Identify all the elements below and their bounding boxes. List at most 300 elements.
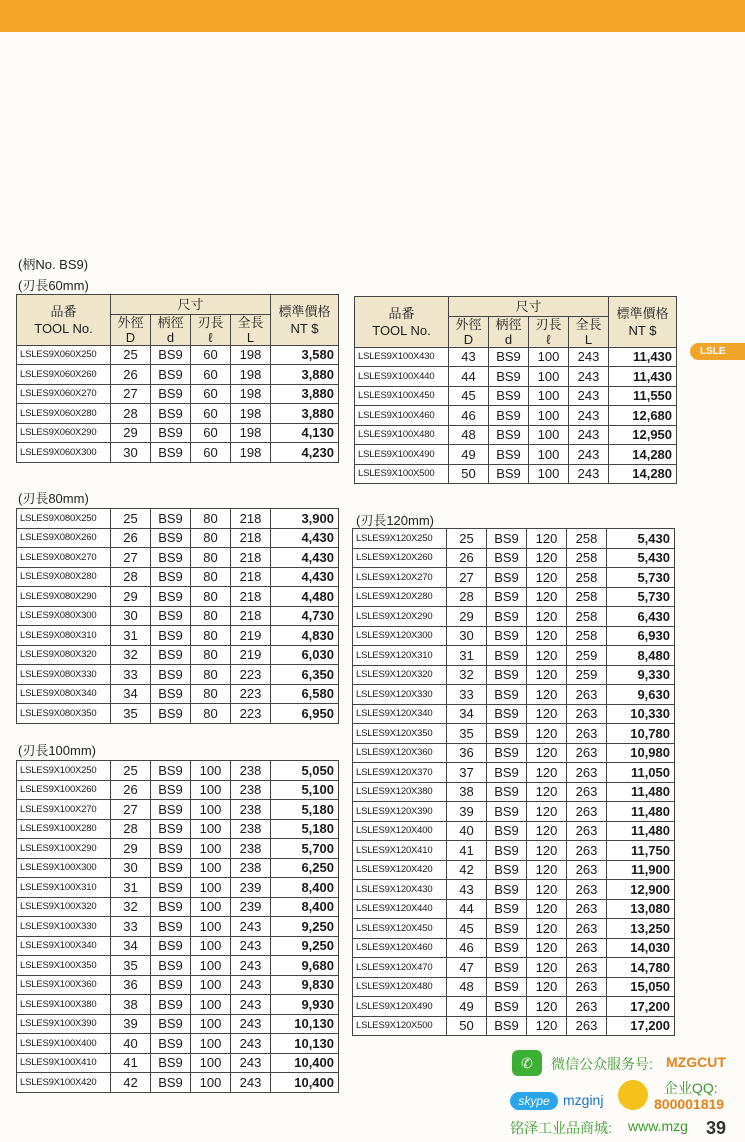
total-length-cell: 223	[231, 704, 271, 724]
flute-length-cell: 120	[527, 685, 567, 705]
tool-no-cell: LSLES9X100X250	[17, 761, 111, 781]
total-length-cell: 243	[231, 975, 271, 995]
tool-no-cell: LSLES9X120X270	[353, 568, 447, 588]
flute-length-cell: 80	[191, 567, 231, 587]
tool-no-cell: LSLES9X120X420	[353, 860, 447, 880]
table-header	[17, 295, 339, 346]
diameter-cell: 29	[111, 423, 151, 443]
flute-length-cell: 120	[527, 782, 567, 802]
diameter-cell: 30	[447, 626, 487, 646]
shank-cell: BS9	[487, 958, 527, 978]
shank-cell: BS9	[487, 841, 527, 861]
diameter-cell: 34	[111, 936, 151, 956]
total-length-cell: 243	[231, 995, 271, 1015]
header-flute-cell: 刃長 ℓ	[529, 316, 569, 347]
flute-length-cell: 120	[527, 568, 567, 588]
table-rows	[17, 509, 339, 724]
price-cell: 3,880	[271, 384, 339, 404]
total-length-cell: 243	[569, 406, 609, 426]
total-length-cell: 238	[231, 819, 271, 839]
tool-no-cell: LSLES9X120X310	[353, 646, 447, 666]
total-length-cell: 238	[231, 800, 271, 820]
tool-no-cell: LSLES9X100X390	[17, 1014, 111, 1034]
tool-no-cell: LSLES9X080X290	[17, 587, 111, 607]
total-length-cell: 218	[231, 567, 271, 587]
shank-cell: BS9	[487, 919, 527, 939]
shank-cell: BS9	[489, 347, 529, 367]
price-cell: 14,030	[607, 938, 675, 958]
diameter-cell: 41	[447, 841, 487, 861]
table-row	[353, 782, 675, 802]
flute-length-cell: 60	[191, 345, 231, 365]
price-cell: 5,180	[271, 800, 339, 820]
shank-cell: BS9	[487, 821, 527, 841]
shank-cell: BS9	[151, 995, 191, 1015]
table-row	[17, 665, 339, 685]
table-row	[17, 1014, 339, 1034]
table-row	[353, 587, 675, 607]
shank-cell: BS9	[151, 704, 191, 724]
shank-cell: BS9	[489, 367, 529, 387]
tool-no-cell: LSLES9X080X340	[17, 684, 111, 704]
total-length-cell: 258	[567, 529, 607, 549]
price-cell: 10,330	[607, 704, 675, 724]
price-cell: 8,480	[607, 646, 675, 666]
price-cell: 8,400	[271, 878, 339, 898]
table-row	[353, 977, 675, 997]
tool-no-cell: LSLES9X100X430	[355, 347, 449, 367]
flute-length-cell: 120	[527, 938, 567, 958]
total-length-cell: 263	[567, 782, 607, 802]
flute-length-cell: 120	[527, 958, 567, 978]
diameter-cell: 34	[111, 684, 151, 704]
diameter-cell: 29	[111, 587, 151, 607]
price-cell: 10,130	[271, 1014, 339, 1034]
table-row	[353, 568, 675, 588]
price-cell: 10,980	[607, 743, 675, 763]
price-cell: 9,930	[271, 995, 339, 1015]
price-cell: 5,100	[271, 780, 339, 800]
tool-no-cell: LSLES9X100X490	[355, 445, 449, 465]
total-length-cell: 258	[567, 626, 607, 646]
table-row	[17, 423, 339, 443]
table-row	[17, 858, 339, 878]
flute-length-cell: 120	[527, 763, 567, 783]
flute-length-cell: 100	[529, 406, 569, 426]
flute-length-cell: 60	[191, 404, 231, 424]
price-cell: 11,900	[607, 860, 675, 880]
flute-length-cell: 100	[191, 897, 231, 917]
header-dia-cell: 外徑 D	[111, 314, 151, 345]
tool-no-cell: LSLES9X100X270	[17, 800, 111, 820]
table-rows	[17, 345, 339, 462]
table-row	[17, 509, 339, 529]
header-total-cell: 全長 L	[569, 316, 609, 347]
shank-cell: BS9	[151, 606, 191, 626]
price-cell: 8,400	[271, 897, 339, 917]
wechat-icon: ✆	[512, 1050, 542, 1076]
shank-cell: BS9	[151, 761, 191, 781]
price-cell: 6,250	[271, 858, 339, 878]
table-row	[353, 841, 675, 861]
shank-cell: BS9	[487, 685, 527, 705]
shank-cell: BS9	[151, 528, 191, 548]
diameter-cell: 38	[447, 782, 487, 802]
tool-no-cell: LSLES9X120X500	[353, 1016, 447, 1036]
flute-length-cell: 100	[191, 917, 231, 937]
shank-cell: BS9	[151, 645, 191, 665]
table-row	[355, 386, 677, 406]
tool-no-cell: LSLES9X100X340	[17, 936, 111, 956]
tool-no-cell: LSLES9X120X370	[353, 763, 447, 783]
shank-cell: BS9	[151, 975, 191, 995]
diameter-cell: 30	[111, 443, 151, 463]
shank-cell: BS9	[151, 1014, 191, 1034]
tool-no-cell: LSLES9X100X410	[17, 1053, 111, 1073]
flute-length-cell: 100	[529, 425, 569, 445]
tool-no-cell: LSLES9X120X490	[353, 997, 447, 1017]
tool-no-cell: LSLES9X100X440	[355, 367, 449, 387]
price-cell: 5,180	[271, 819, 339, 839]
tool-no-cell: LSLES9X120X480	[353, 977, 447, 997]
flute-length-cell: 120	[527, 665, 567, 685]
price-cell: 12,900	[607, 880, 675, 900]
total-length-cell: 243	[231, 956, 271, 976]
shank-cell: BS9	[487, 626, 527, 646]
mall-label: 铭泽工业品商城:	[510, 1120, 612, 1136]
tool-no-cell: LSLES9X120X260	[353, 548, 447, 568]
diameter-cell: 26	[111, 528, 151, 548]
tool-no-cell: LSLES9X120X440	[353, 899, 447, 919]
diameter-cell: 33	[111, 665, 151, 685]
price-cell: 4,830	[271, 626, 339, 646]
flute-length-cell: 120	[527, 802, 567, 822]
diameter-cell: 31	[447, 646, 487, 666]
price-cell: 4,430	[271, 548, 339, 568]
table-row	[17, 936, 339, 956]
flute-length-cell: 100	[191, 761, 231, 781]
shank-cell: BS9	[487, 646, 527, 666]
diameter-cell: 32	[447, 665, 487, 685]
table-row	[355, 367, 677, 387]
shank-cell: BS9	[151, 1034, 191, 1054]
flute-length-cell: 100	[191, 819, 231, 839]
shank-cell: BS9	[151, 345, 191, 365]
total-length-cell: 198	[231, 443, 271, 463]
qq-label: 企业QQ:	[664, 1080, 718, 1096]
price-cell: 12,950	[609, 425, 677, 445]
total-length-cell: 259	[567, 646, 607, 666]
skype-icon: skype	[510, 1092, 558, 1110]
table-row	[17, 587, 339, 607]
diameter-cell: 36	[447, 743, 487, 763]
price-cell: 9,630	[607, 685, 675, 705]
flute-length-cell: 100	[191, 1014, 231, 1034]
flute-length-cell: 100	[191, 1073, 231, 1093]
tool-no-cell: LSLES9X060X250	[17, 345, 111, 365]
shank-cell: BS9	[151, 800, 191, 820]
total-length-cell: 239	[231, 878, 271, 898]
table-row	[17, 548, 339, 568]
tool-no-cell: LSLES9X100X290	[17, 839, 111, 859]
table-row	[353, 743, 675, 763]
diameter-cell: 29	[111, 839, 151, 859]
diameter-cell: 25	[111, 761, 151, 781]
flute-length-cell: 60	[191, 423, 231, 443]
header-name-cell: 品番 TOOL No.	[17, 295, 111, 346]
diameter-cell: 48	[447, 977, 487, 997]
total-length-cell: 198	[231, 345, 271, 365]
tool-no-cell: LSLES9X120X250	[353, 529, 447, 549]
table-row	[17, 645, 339, 665]
price-cell: 9,250	[271, 936, 339, 956]
table-flute-80	[16, 508, 339, 724]
flute-length-cell: 100	[191, 858, 231, 878]
price-cell: 6,030	[271, 645, 339, 665]
total-length-cell: 238	[231, 858, 271, 878]
table-row	[353, 646, 675, 666]
tool-no-cell: LSLES9X100X480	[355, 425, 449, 445]
table-row	[17, 626, 339, 646]
table-row	[17, 404, 339, 424]
diameter-cell: 27	[111, 800, 151, 820]
diameter-cell: 34	[447, 704, 487, 724]
flute-length-cell: 100	[191, 936, 231, 956]
total-length-cell: 243	[231, 1034, 271, 1054]
price-cell: 9,830	[271, 975, 339, 995]
table-row	[17, 345, 339, 365]
table-row	[353, 724, 675, 744]
diameter-cell: 26	[111, 365, 151, 385]
diameter-cell: 35	[447, 724, 487, 744]
flute-120-caption: (刃長120mm)	[356, 513, 435, 528]
flute-length-cell: 80	[191, 548, 231, 568]
total-length-cell: 259	[567, 665, 607, 685]
diameter-cell: 30	[111, 858, 151, 878]
table-row	[17, 761, 339, 781]
total-length-cell: 223	[231, 684, 271, 704]
wechat-id: MZGCUT	[666, 1054, 726, 1070]
diameter-cell: 45	[449, 386, 489, 406]
header-dia-cell: 外徑 D	[449, 316, 489, 347]
price-cell: 5,730	[607, 568, 675, 588]
price-cell: 4,480	[271, 587, 339, 607]
flute-length-cell: 100	[529, 367, 569, 387]
table-row	[17, 995, 339, 1015]
tool-no-cell: LSLES9X100X380	[17, 995, 111, 1015]
tool-no-cell: LSLES9X100X400	[17, 1034, 111, 1054]
price-cell: 3,880	[271, 365, 339, 385]
table-row	[355, 347, 677, 367]
total-length-cell: 243	[569, 464, 609, 484]
diameter-cell: 44	[449, 367, 489, 387]
total-length-cell: 218	[231, 587, 271, 607]
table-row	[353, 1016, 675, 1036]
flute-length-cell: 120	[527, 977, 567, 997]
price-cell: 17,200	[607, 1016, 675, 1036]
shank-cell: BS9	[487, 782, 527, 802]
shank-cell: BS9	[487, 665, 527, 685]
shank-cell: BS9	[487, 860, 527, 880]
total-length-cell: 198	[231, 384, 271, 404]
diameter-cell: 35	[111, 956, 151, 976]
skype-id: mzginj	[563, 1092, 604, 1108]
tool-no-cell: LSLES9X120X340	[353, 704, 447, 724]
diameter-cell: 25	[111, 345, 151, 365]
total-length-cell: 238	[231, 761, 271, 781]
table-row	[17, 1053, 339, 1073]
shank-cell: BS9	[151, 897, 191, 917]
shank-cell: BS9	[487, 899, 527, 919]
table-row	[353, 704, 675, 724]
diameter-cell: 38	[111, 995, 151, 1015]
total-length-cell: 263	[567, 724, 607, 744]
shank-cell: BS9	[151, 567, 191, 587]
tool-no-cell: LSLES9X100X450	[355, 386, 449, 406]
total-length-cell: 243	[231, 936, 271, 956]
total-length-cell: 263	[567, 919, 607, 939]
shank-cell: BS9	[489, 406, 529, 426]
table-row	[17, 819, 339, 839]
diameter-cell: 48	[449, 425, 489, 445]
diameter-cell: 42	[111, 1073, 151, 1093]
flute-length-cell: 120	[527, 997, 567, 1017]
tool-no-cell: LSLES9X120X280	[353, 587, 447, 607]
shank-cell: BS9	[151, 423, 191, 443]
price-cell: 4,230	[271, 443, 339, 463]
shank-cell: BS9	[151, 384, 191, 404]
diameter-cell: 50	[447, 1016, 487, 1036]
diameter-cell: 42	[447, 860, 487, 880]
price-cell: 11,480	[607, 821, 675, 841]
flute-length-cell: 80	[191, 606, 231, 626]
total-length-cell: 258	[567, 587, 607, 607]
shank-cell: BS9	[489, 386, 529, 406]
shank-cell: BS9	[151, 404, 191, 424]
shank-cell: BS9	[487, 977, 527, 997]
diameter-cell: 28	[111, 567, 151, 587]
total-length-cell: 238	[231, 780, 271, 800]
flute-length-cell: 120	[527, 724, 567, 744]
shank-cell: BS9	[489, 445, 529, 465]
price-cell: 3,580	[271, 345, 339, 365]
table-row	[17, 704, 339, 724]
table-row	[353, 958, 675, 978]
top-accent-bar	[0, 0, 745, 32]
shank-cell: BS9	[487, 607, 527, 627]
diameter-cell: 44	[447, 899, 487, 919]
diameter-cell: 31	[111, 878, 151, 898]
total-length-cell: 263	[567, 860, 607, 880]
flute-length-cell: 80	[191, 645, 231, 665]
table-row	[355, 425, 677, 445]
shank-cell: BS9	[489, 425, 529, 445]
table-row	[353, 997, 675, 1017]
qq-icon	[618, 1080, 648, 1110]
diameter-cell: 25	[111, 509, 151, 529]
tool-no-cell: LSLES9X060X290	[17, 423, 111, 443]
price-cell: 5,700	[271, 839, 339, 859]
total-length-cell: 219	[231, 626, 271, 646]
table-row	[353, 763, 675, 783]
shank-cell: BS9	[487, 1016, 527, 1036]
diameter-cell: 45	[447, 919, 487, 939]
price-cell: 10,400	[271, 1073, 339, 1093]
table-row	[353, 626, 675, 646]
flute-length-cell: 120	[527, 821, 567, 841]
tool-no-cell: LSLES9X120X470	[353, 958, 447, 978]
price-cell: 4,430	[271, 567, 339, 587]
flute-length-cell: 80	[191, 665, 231, 685]
shank-cell: BS9	[151, 509, 191, 529]
shank-cell: BS9	[487, 587, 527, 607]
price-cell: 10,780	[607, 724, 675, 744]
total-length-cell: 218	[231, 528, 271, 548]
flute-length-cell: 100	[191, 800, 231, 820]
shank-caption: (柄No. BS9)	[18, 257, 89, 272]
flute-length-cell: 80	[191, 509, 231, 529]
table-row	[17, 780, 339, 800]
shank-cell: BS9	[151, 443, 191, 463]
flute-length-cell: 100	[191, 1034, 231, 1054]
flute-length-cell: 100	[191, 1053, 231, 1073]
price-cell: 9,330	[607, 665, 675, 685]
tool-no-cell: LSLES9X080X250	[17, 509, 111, 529]
price-cell: 10,400	[271, 1053, 339, 1073]
tool-no-cell: LSLES9X120X320	[353, 665, 447, 685]
table-row	[17, 384, 339, 404]
table-row	[17, 567, 339, 587]
table-row	[17, 1034, 339, 1054]
flute-length-cell: 120	[527, 880, 567, 900]
flute-length-cell: 120	[527, 1016, 567, 1036]
shank-cell: BS9	[151, 587, 191, 607]
shank-cell: BS9	[487, 724, 527, 744]
flute-length-cell: 120	[527, 860, 567, 880]
header-total-cell: 全長 L	[231, 314, 271, 345]
shank-cell: BS9	[487, 548, 527, 568]
shank-cell: BS9	[151, 1073, 191, 1093]
flute-length-cell: 60	[191, 384, 231, 404]
flute-length-cell: 120	[527, 548, 567, 568]
diameter-cell: 29	[447, 607, 487, 627]
header-shank-cell: 柄徑 d	[151, 314, 191, 345]
flute-length-cell: 120	[527, 899, 567, 919]
table-row	[355, 464, 677, 484]
table-row	[353, 860, 675, 880]
flute-length-cell: 120	[527, 704, 567, 724]
total-length-cell: 243	[569, 425, 609, 445]
diameter-cell: 31	[111, 626, 151, 646]
diameter-cell: 46	[447, 938, 487, 958]
table-row	[17, 528, 339, 548]
flute-length-cell: 80	[191, 528, 231, 548]
mall-url[interactable]: www.mzg	[628, 1118, 688, 1134]
diameter-cell: 47	[447, 958, 487, 978]
table-flute-100-a	[16, 760, 339, 1093]
tool-no-cell: LSLES9X100X500	[355, 464, 449, 484]
table-row	[17, 878, 339, 898]
price-cell: 4,430	[271, 528, 339, 548]
shank-cell: BS9	[487, 880, 527, 900]
shank-cell: BS9	[489, 464, 529, 484]
header-price-cell: 標準價格 NT $	[609, 297, 677, 348]
table-row	[353, 899, 675, 919]
tool-no-cell: LSLES9X060X280	[17, 404, 111, 424]
total-length-cell: 263	[567, 763, 607, 783]
flute-80-caption: (刃長80mm)	[18, 491, 89, 506]
diameter-cell: 49	[449, 445, 489, 465]
